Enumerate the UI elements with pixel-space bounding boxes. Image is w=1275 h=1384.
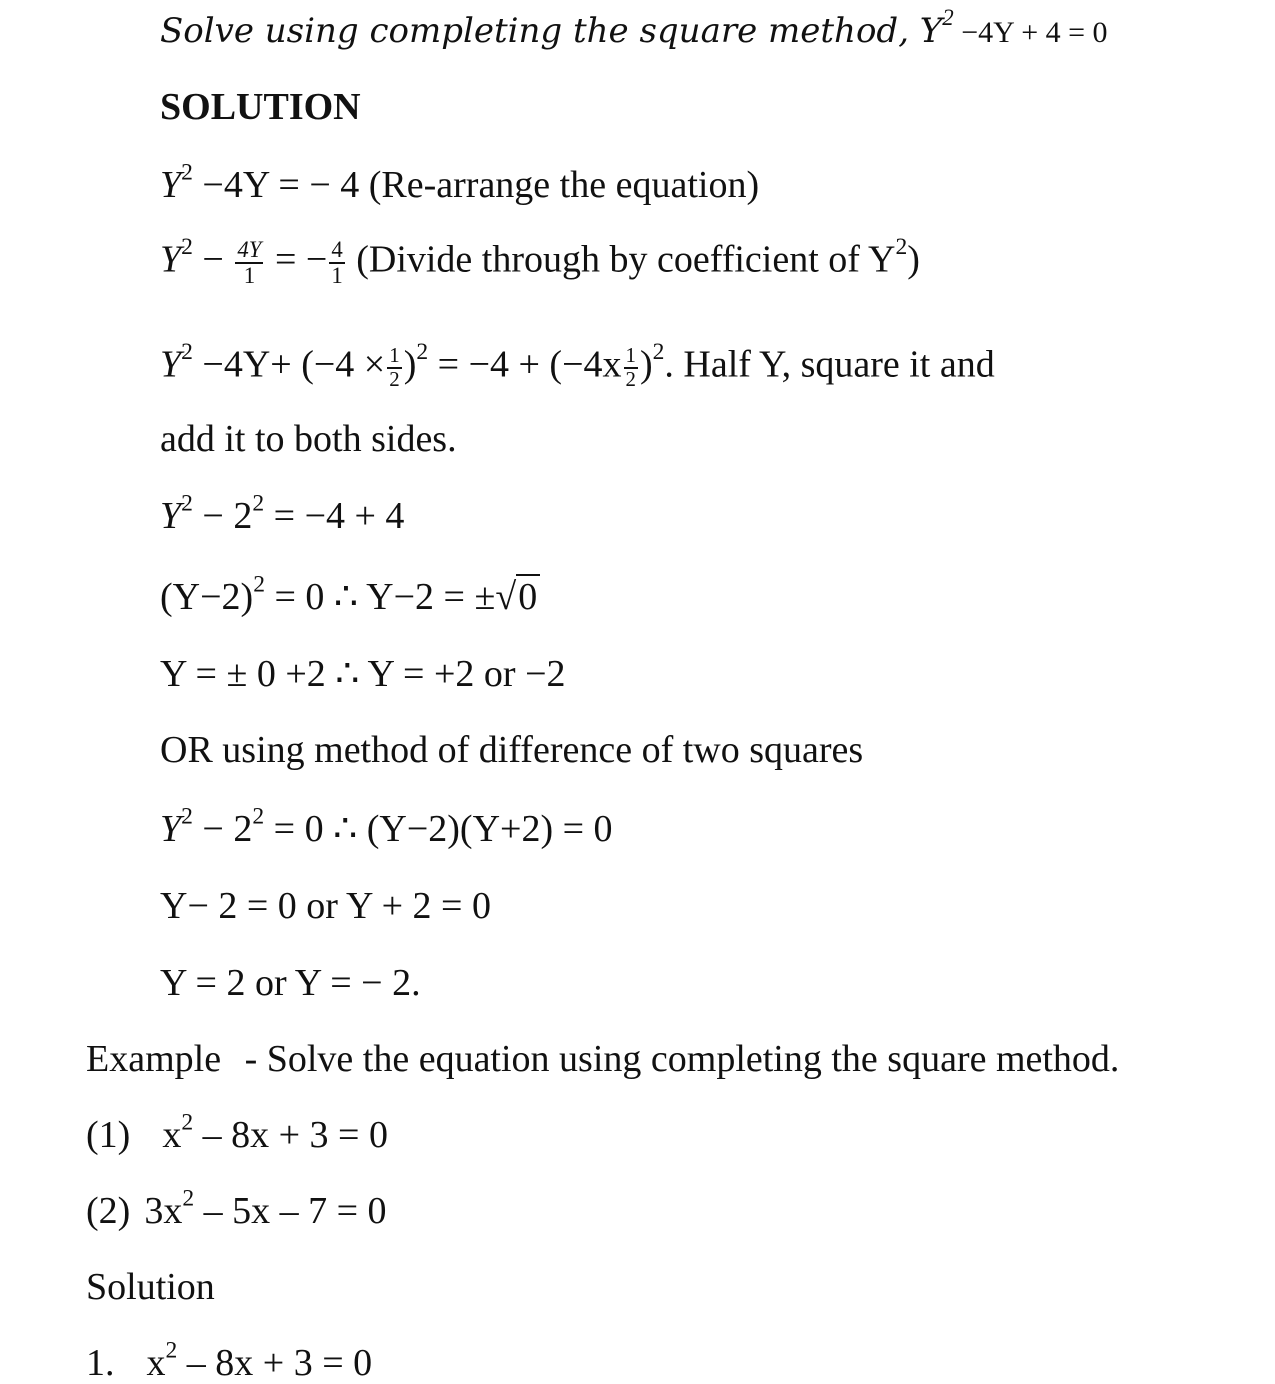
exp: 2	[181, 233, 193, 260]
step-part: = 0 ∴ (Y−2)(Y+2) = 0	[264, 808, 613, 850]
step-part: = −4 + (−4x	[428, 343, 622, 386]
exp: 2	[181, 159, 193, 186]
heading-equation: −4Y + 4 = 0	[953, 16, 1108, 49]
step-difference-squares	[160, 803, 613, 850]
step-part: (Y−2)	[160, 576, 254, 618]
solution2-label: Solution	[86, 1266, 215, 1308]
exp: 2	[652, 339, 665, 365]
square-root	[495, 578, 540, 616]
question-rest: – 8x + 3 = 0	[193, 1114, 388, 1156]
var-y: Y	[160, 238, 182, 281]
equals: = −	[265, 238, 328, 281]
step-text: −4Y = − 4 (Re-arrange the equation)	[192, 164, 760, 206]
step-final: Y = 2 or Y = − 2.	[160, 962, 421, 1004]
solution-label: SOLUTION	[160, 86, 361, 128]
var-y: Y	[160, 495, 182, 537]
step-simplify	[160, 490, 405, 537]
fraction-numerator: 4	[331, 237, 343, 262]
note-close: )	[907, 238, 920, 281]
step-note: (Divide through by coefficient of Y	[346, 238, 896, 281]
step-factor	[160, 571, 540, 618]
item-number: 1.	[86, 1342, 115, 1384]
example-question-2	[86, 1185, 387, 1232]
solution-item-1	[86, 1337, 373, 1384]
question-number: (2)	[86, 1190, 131, 1232]
exp: 2	[253, 571, 265, 598]
fraction-denominator: 1	[331, 262, 343, 288]
exp: 2	[416, 339, 429, 365]
question-rest: – 5x – 7 = 0	[194, 1190, 387, 1232]
fraction-denominator: 2	[389, 366, 400, 391]
step-part: = 0 ∴ Y−2 = ±	[264, 576, 496, 618]
var-y: Y	[160, 164, 182, 206]
exp: 2	[252, 490, 265, 517]
step-part: )	[403, 343, 417, 386]
step-part: − 2	[192, 808, 253, 850]
minus: −	[192, 238, 234, 281]
step-part: −4Y+ (−4 ×	[192, 343, 386, 386]
fraction-4-over-1	[329, 238, 344, 288]
step-result: Y = ± 0 +2 ∴ Y = +2 or −2	[160, 653, 566, 695]
exp: 2	[165, 1337, 178, 1364]
fraction-numerator: 1	[389, 343, 400, 367]
fraction-half	[387, 345, 401, 391]
item-rest: – 8x + 3 = 0	[177, 1342, 373, 1384]
sqrt-icon: √	[495, 576, 517, 618]
step-roots: Y− 2 = 0 or Y + 2 = 0	[160, 885, 491, 927]
heading-text: Solve using completing the square method, Y	[160, 11, 943, 51]
fraction-half	[624, 345, 638, 391]
fraction-numerator: 1	[625, 343, 636, 367]
step-part: = −4 + 4	[264, 495, 405, 537]
step-continuation: add it to both sides.	[160, 418, 457, 460]
note-exp: 2	[895, 233, 908, 260]
exp: 2	[252, 803, 265, 830]
term: 3x	[144, 1190, 183, 1232]
exp: 2	[181, 1109, 194, 1136]
exp: 2	[181, 803, 193, 830]
fraction-denominator: 2	[625, 366, 636, 391]
step-part: . Half Y, square it and	[664, 343, 995, 386]
fraction-numerator: 4Y	[237, 237, 262, 262]
example-label: Example	[86, 1038, 222, 1080]
fraction-denominator: 1	[243, 262, 256, 288]
example-heading	[86, 1040, 1119, 1078]
var-y: Y	[160, 343, 182, 386]
step-part: − 2	[192, 495, 253, 537]
fraction-4y-over-1	[235, 238, 263, 288]
var-x: x	[146, 1342, 166, 1384]
exp: 2	[182, 1185, 195, 1212]
heading-sup: 2	[942, 4, 954, 30]
exp: 2	[181, 490, 193, 517]
step-part: )	[639, 343, 653, 386]
alt-method-heading: OR using method of difference of two squares	[160, 729, 864, 771]
step-rearrange	[160, 159, 760, 206]
var-x: x	[162, 1114, 182, 1156]
step-complete-square	[160, 339, 995, 391]
example-text: - Solve the equation using completing the square method.	[235, 1038, 1120, 1080]
example-question-1	[86, 1109, 388, 1156]
problem-heading	[160, 4, 1108, 51]
radicand: 0	[516, 574, 540, 618]
step-divide	[160, 233, 920, 288]
exp: 2	[181, 339, 193, 365]
var-y: Y	[160, 808, 182, 850]
question-number: (1)	[86, 1114, 131, 1156]
